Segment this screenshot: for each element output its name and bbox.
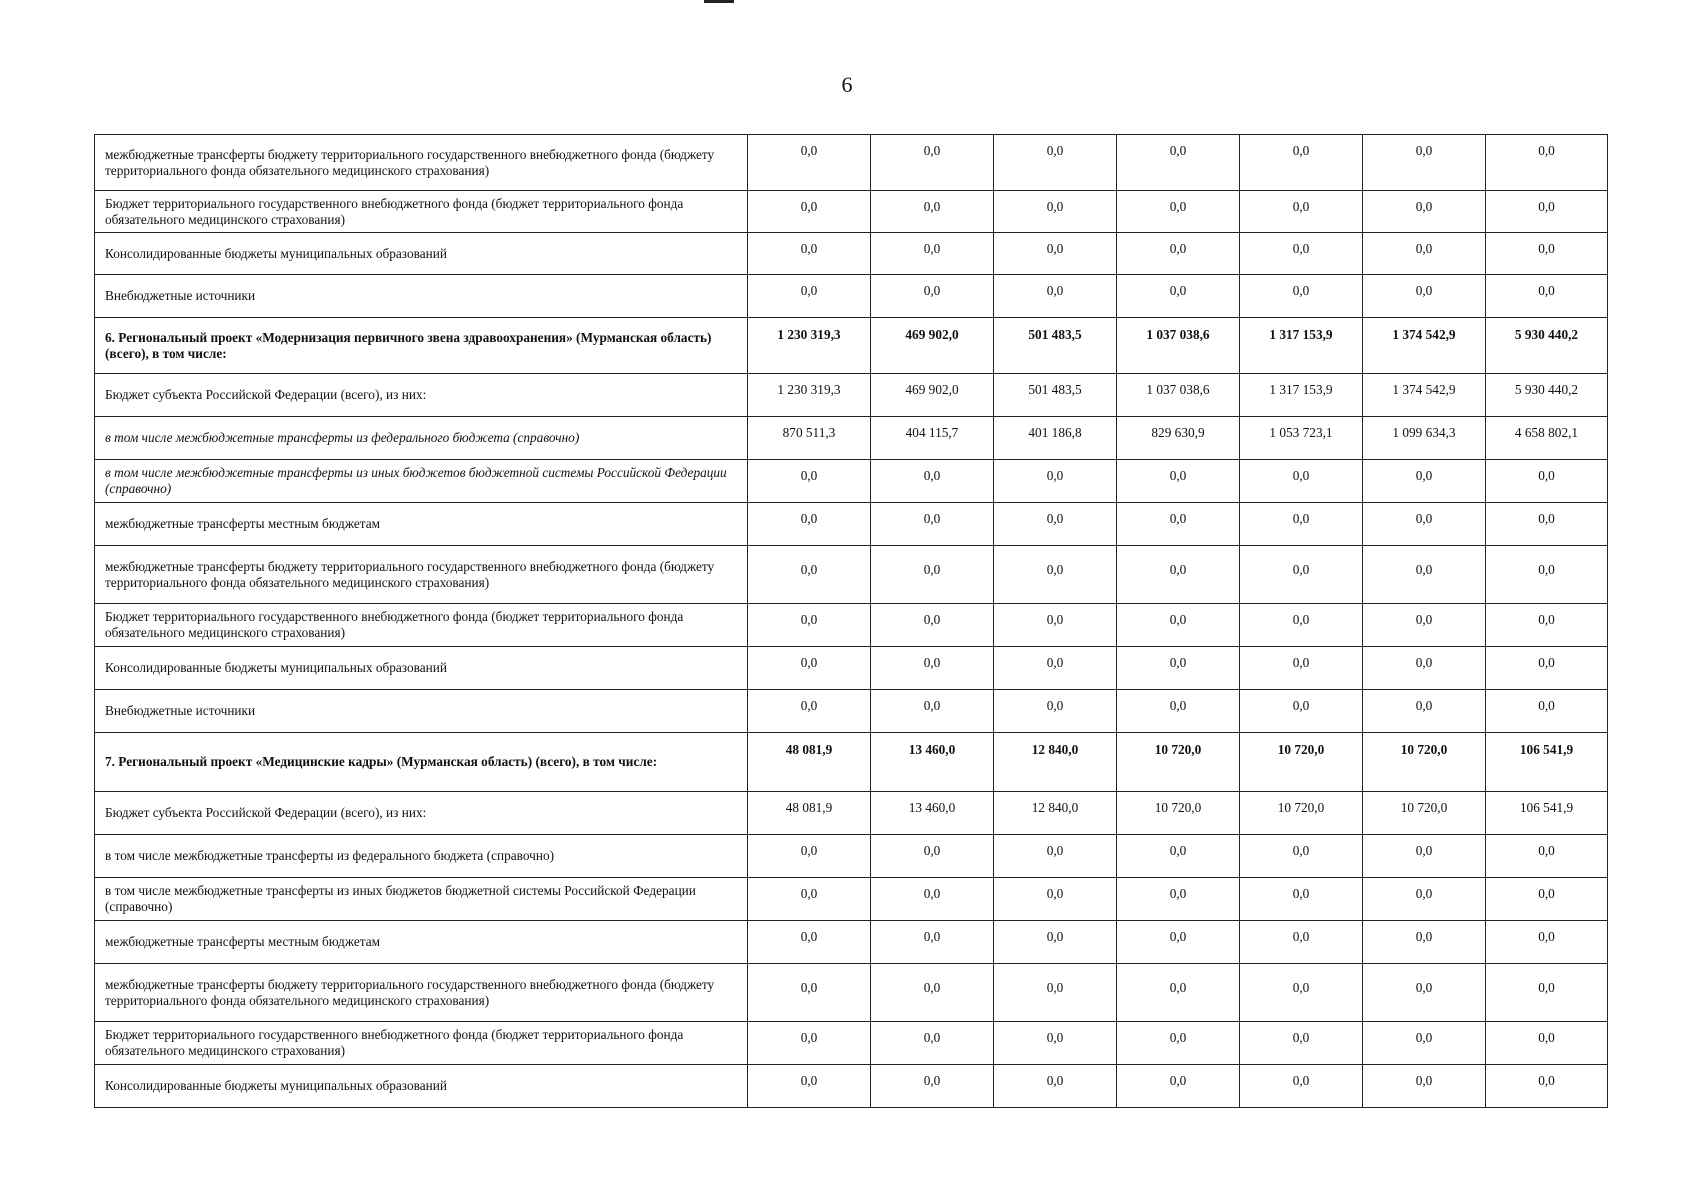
value-cell: 0,0: [1486, 135, 1608, 191]
value-cell: 0,0: [1486, 1065, 1608, 1108]
value-cell: 1 317 153,9: [1240, 374, 1363, 417]
value-cell: 1 053 723,1: [1240, 417, 1363, 460]
value-cell: 0,0: [1117, 964, 1240, 1022]
value-cell: 0,0: [1240, 546, 1363, 604]
value-cell: 0,0: [1117, 921, 1240, 964]
value-cell: 0,0: [1240, 1022, 1363, 1065]
value-cell: 48 081,9: [748, 792, 871, 835]
value-cell: 0,0: [1240, 835, 1363, 878]
value-cell: 0,0: [994, 690, 1117, 733]
value-cell: 106 541,9: [1486, 792, 1608, 835]
value-cell: 0,0: [1486, 503, 1608, 546]
value-cell: 0,0: [871, 647, 994, 690]
value-cell: 0,0: [1240, 964, 1363, 1022]
value-cell: 10 720,0: [1240, 792, 1363, 835]
value-cell: 0,0: [748, 964, 871, 1022]
value-cell: 0,0: [871, 460, 994, 503]
value-cell: 0,0: [994, 503, 1117, 546]
value-cell: 0,0: [871, 233, 994, 275]
value-cell: 0,0: [748, 921, 871, 964]
value-cell: 0,0: [748, 604, 871, 647]
value-cell: 0,0: [1363, 191, 1486, 233]
value-cell: 0,0: [994, 921, 1117, 964]
row-label: Консолидированные бюджеты муниципальных образований: [95, 647, 748, 690]
value-cell: 0,0: [1486, 1022, 1608, 1065]
page-top-mark: [704, 0, 734, 3]
value-cell: 0,0: [1363, 135, 1486, 191]
value-cell: 0,0: [1363, 921, 1486, 964]
value-cell: 0,0: [748, 275, 871, 318]
value-cell: 0,0: [994, 964, 1117, 1022]
value-cell: 0,0: [871, 135, 994, 191]
value-cell: 1 374 542,9: [1363, 318, 1486, 374]
value-cell: 0,0: [1240, 604, 1363, 647]
table-row: [95, 1065, 1608, 1108]
value-cell: 0,0: [1117, 135, 1240, 191]
value-cell: 0,0: [994, 835, 1117, 878]
value-cell: 10 720,0: [1363, 792, 1486, 835]
table-row: [95, 191, 1608, 233]
value-cell: 13 460,0: [871, 733, 994, 792]
value-cell: 5 930 440,2: [1486, 318, 1608, 374]
value-cell: 501 483,5: [994, 374, 1117, 417]
value-cell: 0,0: [1363, 835, 1486, 878]
value-cell: 0,0: [1240, 275, 1363, 318]
value-cell: 0,0: [1240, 191, 1363, 233]
value-cell: 829 630,9: [1117, 417, 1240, 460]
table-row-project-total: [95, 733, 1608, 792]
row-label: Бюджет территориального государственного внебюджетного фонда (бюджет территориального фонда обязательного медицинского страхования): [95, 604, 748, 647]
value-cell: 0,0: [1117, 233, 1240, 275]
value-cell: 0,0: [1486, 878, 1608, 921]
row-label: в том числе межбюджетные трансферты из иных бюджетов бюджетной системы Российской Федерации (справочно): [95, 460, 748, 503]
value-cell: 0,0: [871, 191, 994, 233]
value-cell: 10 720,0: [1363, 733, 1486, 792]
value-cell: 0,0: [1363, 647, 1486, 690]
value-cell: 0,0: [994, 1022, 1117, 1065]
value-cell: 0,0: [871, 878, 994, 921]
value-cell: 469 902,0: [871, 374, 994, 417]
row-label: 6. Региональный проект «Модернизация первичного звена здравоохранения» (Мурманская область) (всего), в том числе:: [95, 318, 748, 374]
value-cell: 1 374 542,9: [1363, 374, 1486, 417]
value-cell: 5 930 440,2: [1486, 374, 1608, 417]
table-row: [95, 546, 1608, 604]
value-cell: 0,0: [871, 546, 994, 604]
table-row: [95, 604, 1608, 647]
value-cell: 0,0: [1363, 878, 1486, 921]
value-cell: 0,0: [1240, 460, 1363, 503]
value-cell: 0,0: [871, 503, 994, 546]
row-label: межбюджетные трансферты бюджету территориального государственного внебюджетного фонда (бюджету территориального фонда обязательного медицинского страхования): [95, 135, 748, 191]
value-cell: 1 037 038,6: [1117, 318, 1240, 374]
value-cell: 0,0: [994, 191, 1117, 233]
value-cell: 0,0: [994, 233, 1117, 275]
value-cell: 0,0: [871, 604, 994, 647]
value-cell: 0,0: [1117, 460, 1240, 503]
row-label: Бюджет субъекта Российской Федерации (всего), из них:: [95, 792, 748, 835]
value-cell: 1 099 634,3: [1363, 417, 1486, 460]
value-cell: 0,0: [748, 233, 871, 275]
table-row: [95, 417, 1608, 460]
value-cell: 0,0: [748, 878, 871, 921]
table-row: [95, 503, 1608, 546]
value-cell: 0,0: [871, 964, 994, 1022]
value-cell: 0,0: [1363, 460, 1486, 503]
value-cell: 0,0: [1363, 275, 1486, 318]
page-number: 6: [841, 72, 854, 97]
value-cell: 0,0: [1363, 604, 1486, 647]
value-cell: 0,0: [1486, 275, 1608, 318]
value-cell: 0,0: [1117, 1022, 1240, 1065]
table-row: [95, 374, 1608, 417]
value-cell: 0,0: [1486, 233, 1608, 275]
value-cell: 0,0: [871, 1022, 994, 1065]
row-label: межбюджетные трансферты местным бюджетам: [95, 503, 748, 546]
value-cell: 10 720,0: [1240, 733, 1363, 792]
value-cell: 0,0: [1117, 275, 1240, 318]
value-cell: 0,0: [1117, 647, 1240, 690]
table-row: [95, 921, 1608, 964]
value-cell: 0,0: [994, 275, 1117, 318]
value-cell: 0,0: [1240, 1065, 1363, 1108]
value-cell: 10 720,0: [1117, 733, 1240, 792]
value-cell: 0,0: [1117, 604, 1240, 647]
table-row: [95, 964, 1608, 1022]
value-cell: 0,0: [748, 835, 871, 878]
value-cell: 0,0: [1486, 604, 1608, 647]
value-cell: 0,0: [1486, 690, 1608, 733]
row-label: Консолидированные бюджеты муниципальных образований: [95, 1065, 748, 1108]
value-cell: 0,0: [1240, 503, 1363, 546]
value-cell: 0,0: [1117, 191, 1240, 233]
value-cell: 0,0: [1117, 835, 1240, 878]
value-cell: 0,0: [994, 878, 1117, 921]
row-label: в том числе межбюджетные трансферты из федерального бюджета (справочно): [95, 417, 748, 460]
value-cell: 0,0: [748, 546, 871, 604]
row-label: Бюджет территориального государственного внебюджетного фонда (бюджет территориального фонда обязательного медицинского страхования): [95, 191, 748, 233]
value-cell: 0,0: [1486, 921, 1608, 964]
value-cell: 48 081,9: [748, 733, 871, 792]
row-label: Бюджет субъекта Российской Федерации (всего), из них:: [95, 374, 748, 417]
value-cell: 12 840,0: [994, 733, 1117, 792]
value-cell: 0,0: [1363, 964, 1486, 1022]
row-label: 7. Региональный проект «Медицинские кадры» (Мурманская область) (всего), в том числе:: [95, 733, 748, 792]
value-cell: 0,0: [871, 835, 994, 878]
table-row-project-total: [95, 318, 1608, 374]
value-cell: 0,0: [871, 921, 994, 964]
value-cell: 501 483,5: [994, 318, 1117, 374]
value-cell: 0,0: [1363, 546, 1486, 604]
row-label: Внебюджетные источники: [95, 275, 748, 318]
table-row: [95, 1022, 1608, 1065]
value-cell: 0,0: [994, 604, 1117, 647]
value-cell: 0,0: [748, 1065, 871, 1108]
value-cell: 0,0: [1486, 546, 1608, 604]
value-cell: 0,0: [871, 1065, 994, 1108]
budget-table: [94, 134, 1608, 1108]
value-cell: 0,0: [748, 460, 871, 503]
table-row: [95, 275, 1608, 318]
value-cell: 0,0: [1363, 690, 1486, 733]
value-cell: 0,0: [1486, 964, 1608, 1022]
value-cell: 0,0: [1240, 690, 1363, 733]
value-cell: 0,0: [1117, 503, 1240, 546]
value-cell: 1 317 153,9: [1240, 318, 1363, 374]
table-row: [95, 690, 1608, 733]
value-cell: 870 511,3: [748, 417, 871, 460]
row-label: Бюджет территориального государственного внебюджетного фонда (бюджет территориального фонда обязательного медицинского страхования): [95, 1022, 748, 1065]
row-label: межбюджетные трансферты местным бюджетам: [95, 921, 748, 964]
row-label: Внебюджетные источники: [95, 690, 748, 733]
value-cell: 0,0: [1240, 233, 1363, 275]
value-cell: 0,0: [748, 191, 871, 233]
value-cell: 469 902,0: [871, 318, 994, 374]
value-cell: 0,0: [994, 460, 1117, 503]
table-row: [95, 233, 1608, 275]
value-cell: 0,0: [748, 1022, 871, 1065]
value-cell: 0,0: [1240, 878, 1363, 921]
table-row: [95, 460, 1608, 503]
table-row: [95, 135, 1608, 191]
table-row: [95, 835, 1608, 878]
value-cell: 1 230 319,3: [748, 318, 871, 374]
value-cell: 4 658 802,1: [1486, 417, 1608, 460]
value-cell: 10 720,0: [1117, 792, 1240, 835]
row-label: в том числе межбюджетные трансферты из федерального бюджета (справочно): [95, 835, 748, 878]
value-cell: 12 840,0: [994, 792, 1117, 835]
value-cell: 0,0: [1363, 233, 1486, 275]
value-cell: 0,0: [1240, 135, 1363, 191]
value-cell: 0,0: [871, 275, 994, 318]
value-cell: 0,0: [748, 647, 871, 690]
row-label: межбюджетные трансферты бюджету территориального государственного внебюджетного фонда (бюджету территориального фонда обязательного медицинского страхования): [95, 964, 748, 1022]
value-cell: 0,0: [1363, 503, 1486, 546]
value-cell: 0,0: [1117, 878, 1240, 921]
value-cell: 0,0: [1363, 1022, 1486, 1065]
value-cell: 1 230 319,3: [748, 374, 871, 417]
value-cell: 0,0: [1363, 1065, 1486, 1108]
value-cell: 0,0: [1486, 460, 1608, 503]
value-cell: 0,0: [994, 135, 1117, 191]
value-cell: 0,0: [1486, 647, 1608, 690]
value-cell: 0,0: [748, 690, 871, 733]
value-cell: 0,0: [1117, 546, 1240, 604]
table-row: [95, 792, 1608, 835]
value-cell: 0,0: [1486, 835, 1608, 878]
value-cell: 0,0: [1117, 1065, 1240, 1108]
value-cell: 401 186,8: [994, 417, 1117, 460]
value-cell: 0,0: [748, 503, 871, 546]
row-label: в том числе межбюджетные трансферты из иных бюджетов бюджетной системы Российской Федерации (справочно): [95, 878, 748, 921]
value-cell: 13 460,0: [871, 792, 994, 835]
row-label: Консолидированные бюджеты муниципальных образований: [95, 233, 748, 275]
value-cell: 0,0: [994, 546, 1117, 604]
value-cell: 0,0: [748, 135, 871, 191]
value-cell: 404 115,7: [871, 417, 994, 460]
value-cell: 0,0: [994, 1065, 1117, 1108]
value-cell: 106 541,9: [1486, 733, 1608, 792]
value-cell: 0,0: [1240, 647, 1363, 690]
value-cell: 0,0: [1240, 921, 1363, 964]
row-label: межбюджетные трансферты бюджету территориального государственного внебюджетного фонда (бюджету территориального фонда обязательного медицинского страхования): [95, 546, 748, 604]
value-cell: 0,0: [994, 647, 1117, 690]
table-row: [95, 647, 1608, 690]
table-row: [95, 878, 1608, 921]
value-cell: 0,0: [1117, 690, 1240, 733]
value-cell: 1 037 038,6: [1117, 374, 1240, 417]
value-cell: 0,0: [871, 690, 994, 733]
value-cell: 0,0: [1486, 191, 1608, 233]
